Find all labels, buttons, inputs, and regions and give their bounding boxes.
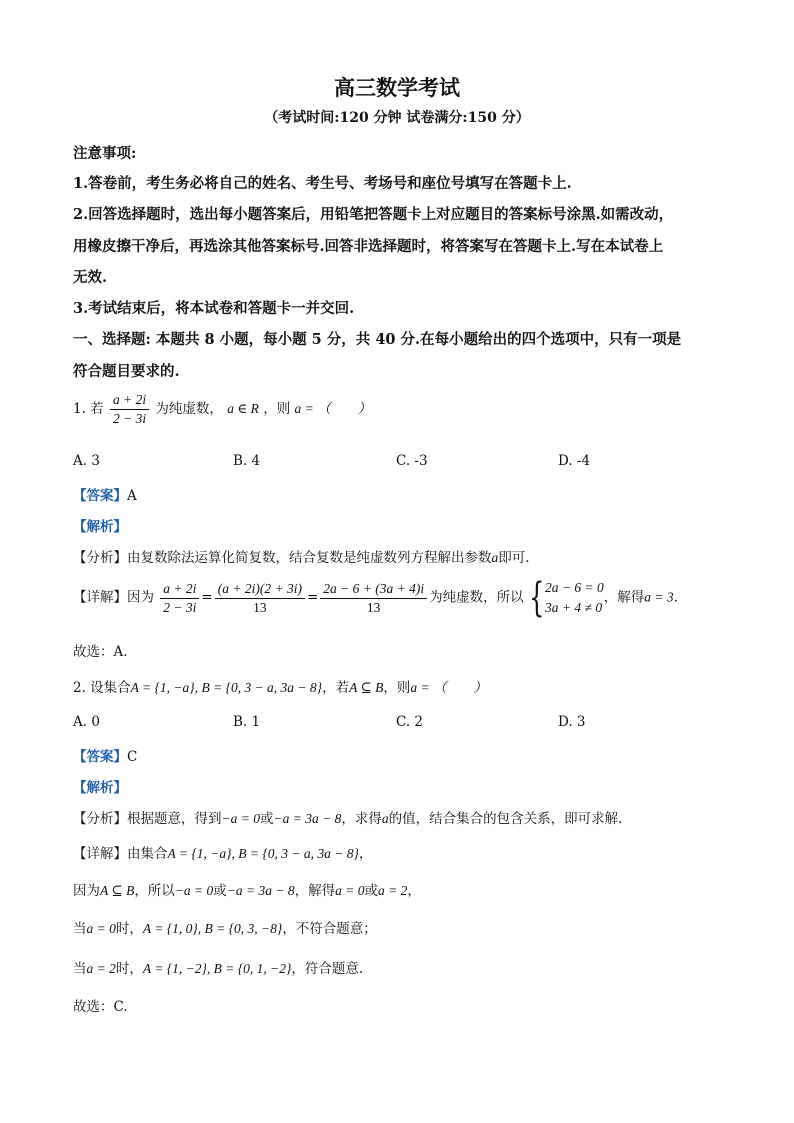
q1-condition: a ∈ R	[227, 401, 259, 416]
note-2-line-2: 用橡皮擦干净后，再选涂其他答案标号.回答非选择题时，将答案写在答题卡上.写在本试卷上	[73, 238, 664, 255]
q2-l4-b: 时，	[115, 961, 143, 977]
q2-l2-r1: a = 0	[335, 883, 365, 898]
q1-detail: 【详解】因为 $\frac{a + 2i}{2 - 3i}$ = $\frac{(a + 2i)(2 + 3i)}{13}$ = $\frac{2a - 6 + (3a + 4)i}{13}$ 为纯虚数，所以 { 2a − 6 = 0 3a + 4 ≠ 0 ，解得a = 3.	[73, 575, 678, 621]
q2-fenxi-eq2: −a = 3a − 8	[273, 811, 342, 826]
q2-choice-b: B. 1	[233, 714, 261, 730]
q1-fenxi-end: 即可.	[498, 550, 530, 566]
fenxi-label: 【分析】	[73, 811, 127, 827]
q1-stem-tail: ，则	[263, 401, 291, 417]
q2-l3-a: 当	[73, 921, 87, 937]
q2-fenxi-a: 根据题意，得到	[127, 811, 222, 827]
system-brace: {	[528, 575, 544, 621]
q1-answer-value: A	[127, 488, 137, 504]
q2-detail-b: ，	[358, 846, 373, 862]
q1-choice-c: C. -3	[396, 453, 428, 469]
q2-l3-c: ，不符合题意；	[282, 921, 377, 937]
q2-detail	[73, 842, 372, 862]
q1-choice-d: D. -4	[558, 453, 591, 469]
q2-detail-line-3	[73, 917, 377, 937]
note-1: 1.答卷前，考生务必将自己的姓名、考生号、考场号和座位号填写在答题卡上.	[73, 175, 572, 192]
q2-choose: 故选：C.	[73, 999, 128, 1015]
q2-l4-cond: a = 2	[86, 961, 116, 976]
q1-ask: a = （ ）	[294, 401, 372, 416]
q1-choose: 故选：A.	[73, 644, 128, 660]
q2-l3-cond: a = 0	[86, 921, 116, 936]
question-2	[73, 676, 487, 696]
q2-l3-sets: A = {1, 0}, B = {0, 3, −8}	[142, 921, 283, 936]
q2-fenxi-var: a	[381, 811, 389, 826]
q1-frac-den: 2 − 3i	[112, 411, 147, 426]
q2-fenxi	[73, 807, 622, 827]
q1-f3-num: 2a − 6 + (3a + 4)i	[320, 581, 427, 599]
q1-system	[545, 578, 604, 618]
exam-info: （考试时间:120 分钟 试卷满分:150 分）	[264, 110, 530, 126]
q2-l2-d: ，	[407, 883, 421, 899]
q2-detail-line-2	[73, 879, 421, 899]
q2-ask: a = （ ）	[410, 680, 488, 695]
page-title: 高三数学考试	[334, 75, 460, 100]
q2-stem-tail: ，则	[383, 680, 411, 696]
q2-l2-eq2: −a = 3a − 8	[226, 883, 295, 898]
q2-choice-a: A. 0	[73, 714, 100, 730]
q2-fenxi-c: 的值，结合集合的包含关系，即可求解.	[388, 811, 623, 827]
detail-label: 【详解】	[73, 589, 127, 606]
q2-fenxi-b: ，求得	[341, 811, 382, 827]
q2-fenxi-eq1: −a = 0	[221, 811, 260, 826]
q1-fenxi-text: 由复数除法运算化简复数，结合复数是纯虚数列方程解出参数	[127, 550, 492, 566]
q1-detail-frac-2	[215, 581, 305, 616]
q2-fenxi-or: 或	[259, 811, 274, 827]
analysis-label: 【解析】	[73, 519, 127, 535]
q1-detail-frac-3	[320, 581, 427, 616]
answer-label: 【答案】	[73, 749, 127, 765]
q2-number: 2. 设集合	[73, 680, 131, 696]
q2-choice-c: C. 2	[396, 714, 424, 730]
note-2-line-1: 2.回答选择题时，选出每小题答案后，用铅笔把答题卡上对应题目的答案标号涂黑.如需改动，	[73, 206, 674, 223]
q2-l2-c: ，解得	[294, 883, 336, 899]
note-2-line-3: 无效.	[73, 269, 108, 286]
q1-detail-frac-1	[160, 581, 199, 616]
q2-subset: A ⊆ B	[349, 680, 384, 695]
detail-label: 【详解】	[73, 846, 127, 862]
q2-l2-or2: 或	[364, 883, 379, 899]
q1-fraction	[110, 392, 149, 427]
q1-sys-2: 3a + 4 ≠ 0	[545, 600, 603, 615]
q2-l2-or: 或	[213, 883, 227, 899]
fenxi-label: 【分析】	[73, 550, 127, 566]
q2-choice-d: D. 3	[558, 714, 586, 730]
q2-l2-a: 因为	[73, 883, 100, 899]
q2-sets: A = {1, −a}, B = {0, 3 − a, 3a − 8}	[130, 680, 323, 695]
notes-heading: 注意事项:	[73, 145, 137, 162]
q1-choice-a: A. 3	[73, 453, 100, 469]
q2-analysis-label	[73, 776, 127, 796]
q1-number: 1. 若	[73, 401, 104, 417]
q2-l4-c: ，符合题意.	[291, 961, 364, 977]
q2-detail-a: 由集合	[127, 846, 168, 862]
q2-l2-r2: a = 2	[378, 883, 408, 898]
q1-result: a = 3	[644, 589, 674, 605]
q2-l3-b: 时，	[115, 921, 143, 937]
analysis-label: 【解析】	[73, 780, 127, 796]
q1-sys-1: 2a − 6 = 0	[545, 580, 604, 595]
q1-f2-num: (a + 2i)(2 + 3i)	[215, 581, 305, 599]
q1-detail-mid: 为纯虚数，所以	[429, 589, 524, 606]
answer-label: 【答案】	[73, 488, 127, 504]
q1-analysis-label	[73, 515, 127, 535]
q1-detail-prefix: 因为	[127, 589, 154, 606]
q2-answer	[73, 745, 137, 765]
q1-choice-b: B. 4	[233, 453, 261, 469]
q1-f1-num: a + 2i	[160, 581, 199, 599]
q2-l4-a: 当	[73, 961, 87, 977]
question-1	[73, 392, 371, 427]
q2-l4-sets: A = {1, −2}, B = {0, 1, −2}	[142, 961, 292, 976]
q1-fenxi-var: a	[491, 550, 499, 565]
q1-frac-num: a + 2i	[110, 392, 149, 410]
q2-answer-value: C	[127, 749, 138, 765]
q1-f2-den: 13	[253, 599, 267, 615]
q2-l2-b: ，所以	[134, 883, 175, 899]
q2-l2-eq1: −a = 0	[174, 883, 214, 898]
section-heading-line-1: 一、选择题: 本题共 8 小题，每小题 5 分，共 40 分.在每小题给出的四个选项中，只有一项是	[73, 331, 682, 348]
note-3: 3.考试结束后，将本试卷和答题卡一并交回.	[73, 300, 355, 317]
q2-l2-subset: A ⊆ B	[100, 883, 135, 898]
q1-f3-den: 13	[366, 599, 381, 615]
section-heading-line-2: 符合题目要求的.	[73, 363, 180, 380]
q1-stem-mid: 为纯虚数，	[155, 401, 223, 417]
q1-f1-den: 2 − 3i	[163, 599, 197, 615]
q2-detail-line-4	[73, 957, 363, 977]
q2-stem-mid: ，若	[322, 680, 350, 696]
q1-detail-end: ，解得	[603, 589, 645, 606]
q1-answer	[73, 484, 137, 504]
q1-fenxi	[73, 546, 530, 566]
q2-detail-sets: A = {1, −a}, B = {0, 3 − a, 3a − 8}	[167, 846, 359, 861]
